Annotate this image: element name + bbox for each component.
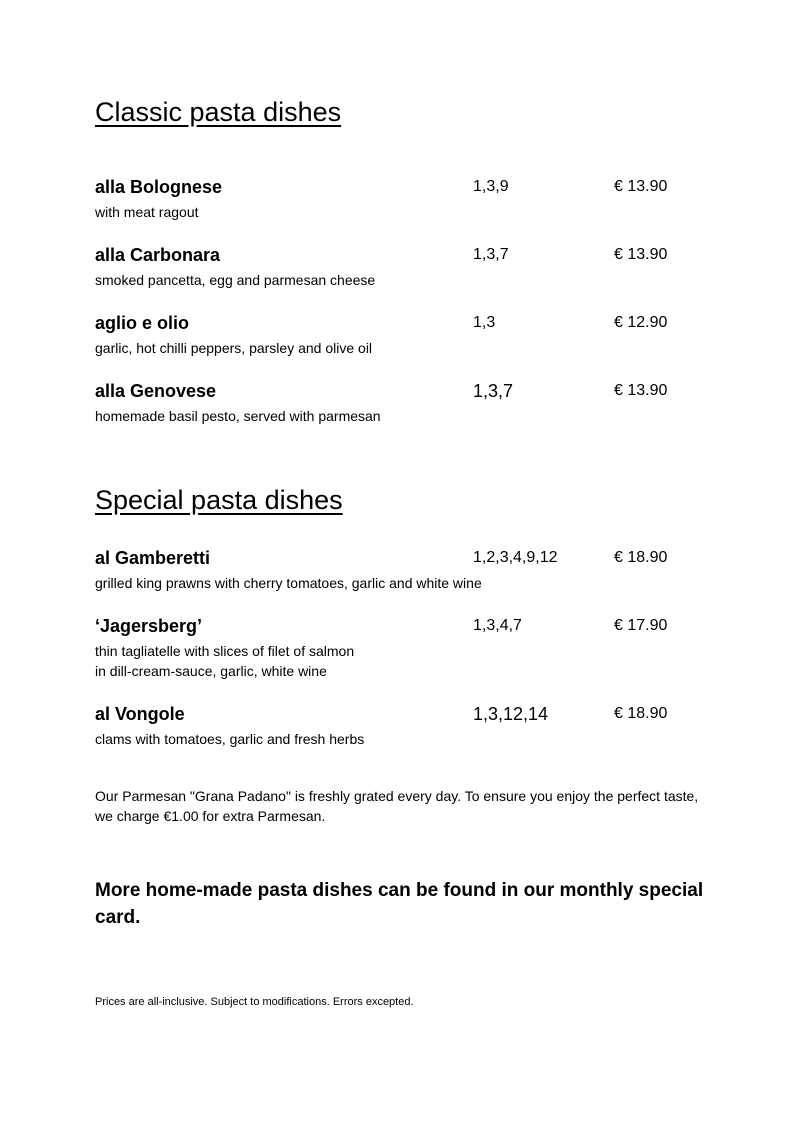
dish-name: alla Bolognese	[95, 177, 223, 197]
dish-description	[95, 641, 354, 681]
dish-name: al Vongole	[95, 704, 185, 724]
dish-name: aglio e olio	[95, 313, 190, 333]
dish-price: € 13.90	[614, 382, 668, 399]
dish-description	[95, 406, 381, 426]
description-line: thin tagliatelle with slices of filet of salmon	[95, 643, 355, 659]
dish-name: al Gamberetti	[95, 548, 211, 568]
dish-description	[95, 270, 375, 290]
allergen-codes: 1,3,12,14	[473, 704, 549, 724]
description-line: grilled king prawns with cherry tomatoes, garlic and white wine	[95, 575, 482, 591]
dish-description	[95, 338, 372, 358]
description-line: garlic, hot chilli peppers, parsley and olive oil	[95, 340, 373, 356]
dish-price: € 17.90	[614, 617, 668, 634]
description-line: in dill-cream-sauce, garlic, white wine	[95, 663, 327, 679]
dish-price: € 12.90	[614, 314, 668, 331]
dish-price: € 13.90	[614, 246, 668, 263]
special-pasta-heading: Special pasta dishes	[95, 485, 343, 515]
dish-name: ‘Jagersberg’	[95, 616, 203, 636]
classic-pasta-heading: Classic pasta dishes	[95, 97, 342, 127]
parmesan-note: Our Parmesan "Grana Padano" is freshly grated every day. To ensure you enjoy the perfect taste, we charge €1.00 for extra Parmesan.	[95, 788, 699, 824]
description-line: homemade basil pesto, served with parmesan	[95, 408, 381, 424]
dish-price: € 13.90	[614, 178, 668, 195]
allergen-codes: 1,3,7	[473, 246, 509, 263]
allergen-codes: 1,2,3,4,9,12	[473, 549, 558, 566]
dish-description	[95, 729, 364, 749]
description-line: smoked pancetta, egg and parmesan cheese	[95, 272, 376, 288]
allergen-codes: 1,3,9	[473, 178, 509, 195]
monthly-special-promo: More home-made pasta dishes can be found in our monthly special card.	[95, 880, 704, 928]
description-line: with meat ragout	[95, 204, 199, 220]
dish-description	[95, 202, 199, 222]
dish-name: alla Carbonara	[95, 245, 221, 265]
allergen-codes: 1,3,4,7	[473, 617, 522, 634]
dish-description	[95, 573, 482, 593]
dish-price: € 18.90	[614, 705, 668, 722]
dish-price: € 18.90	[614, 549, 668, 566]
price-disclaimer: Prices are all-inclusive. Subject to modifications. Errors excepted.	[95, 996, 414, 1008]
allergen-codes: 1,3,7	[473, 381, 514, 401]
description-line: clams with tomatoes, garlic and fresh herbs	[95, 731, 365, 747]
allergen-codes: 1,3	[473, 314, 496, 331]
dish-name: alla Genovese	[95, 381, 217, 401]
